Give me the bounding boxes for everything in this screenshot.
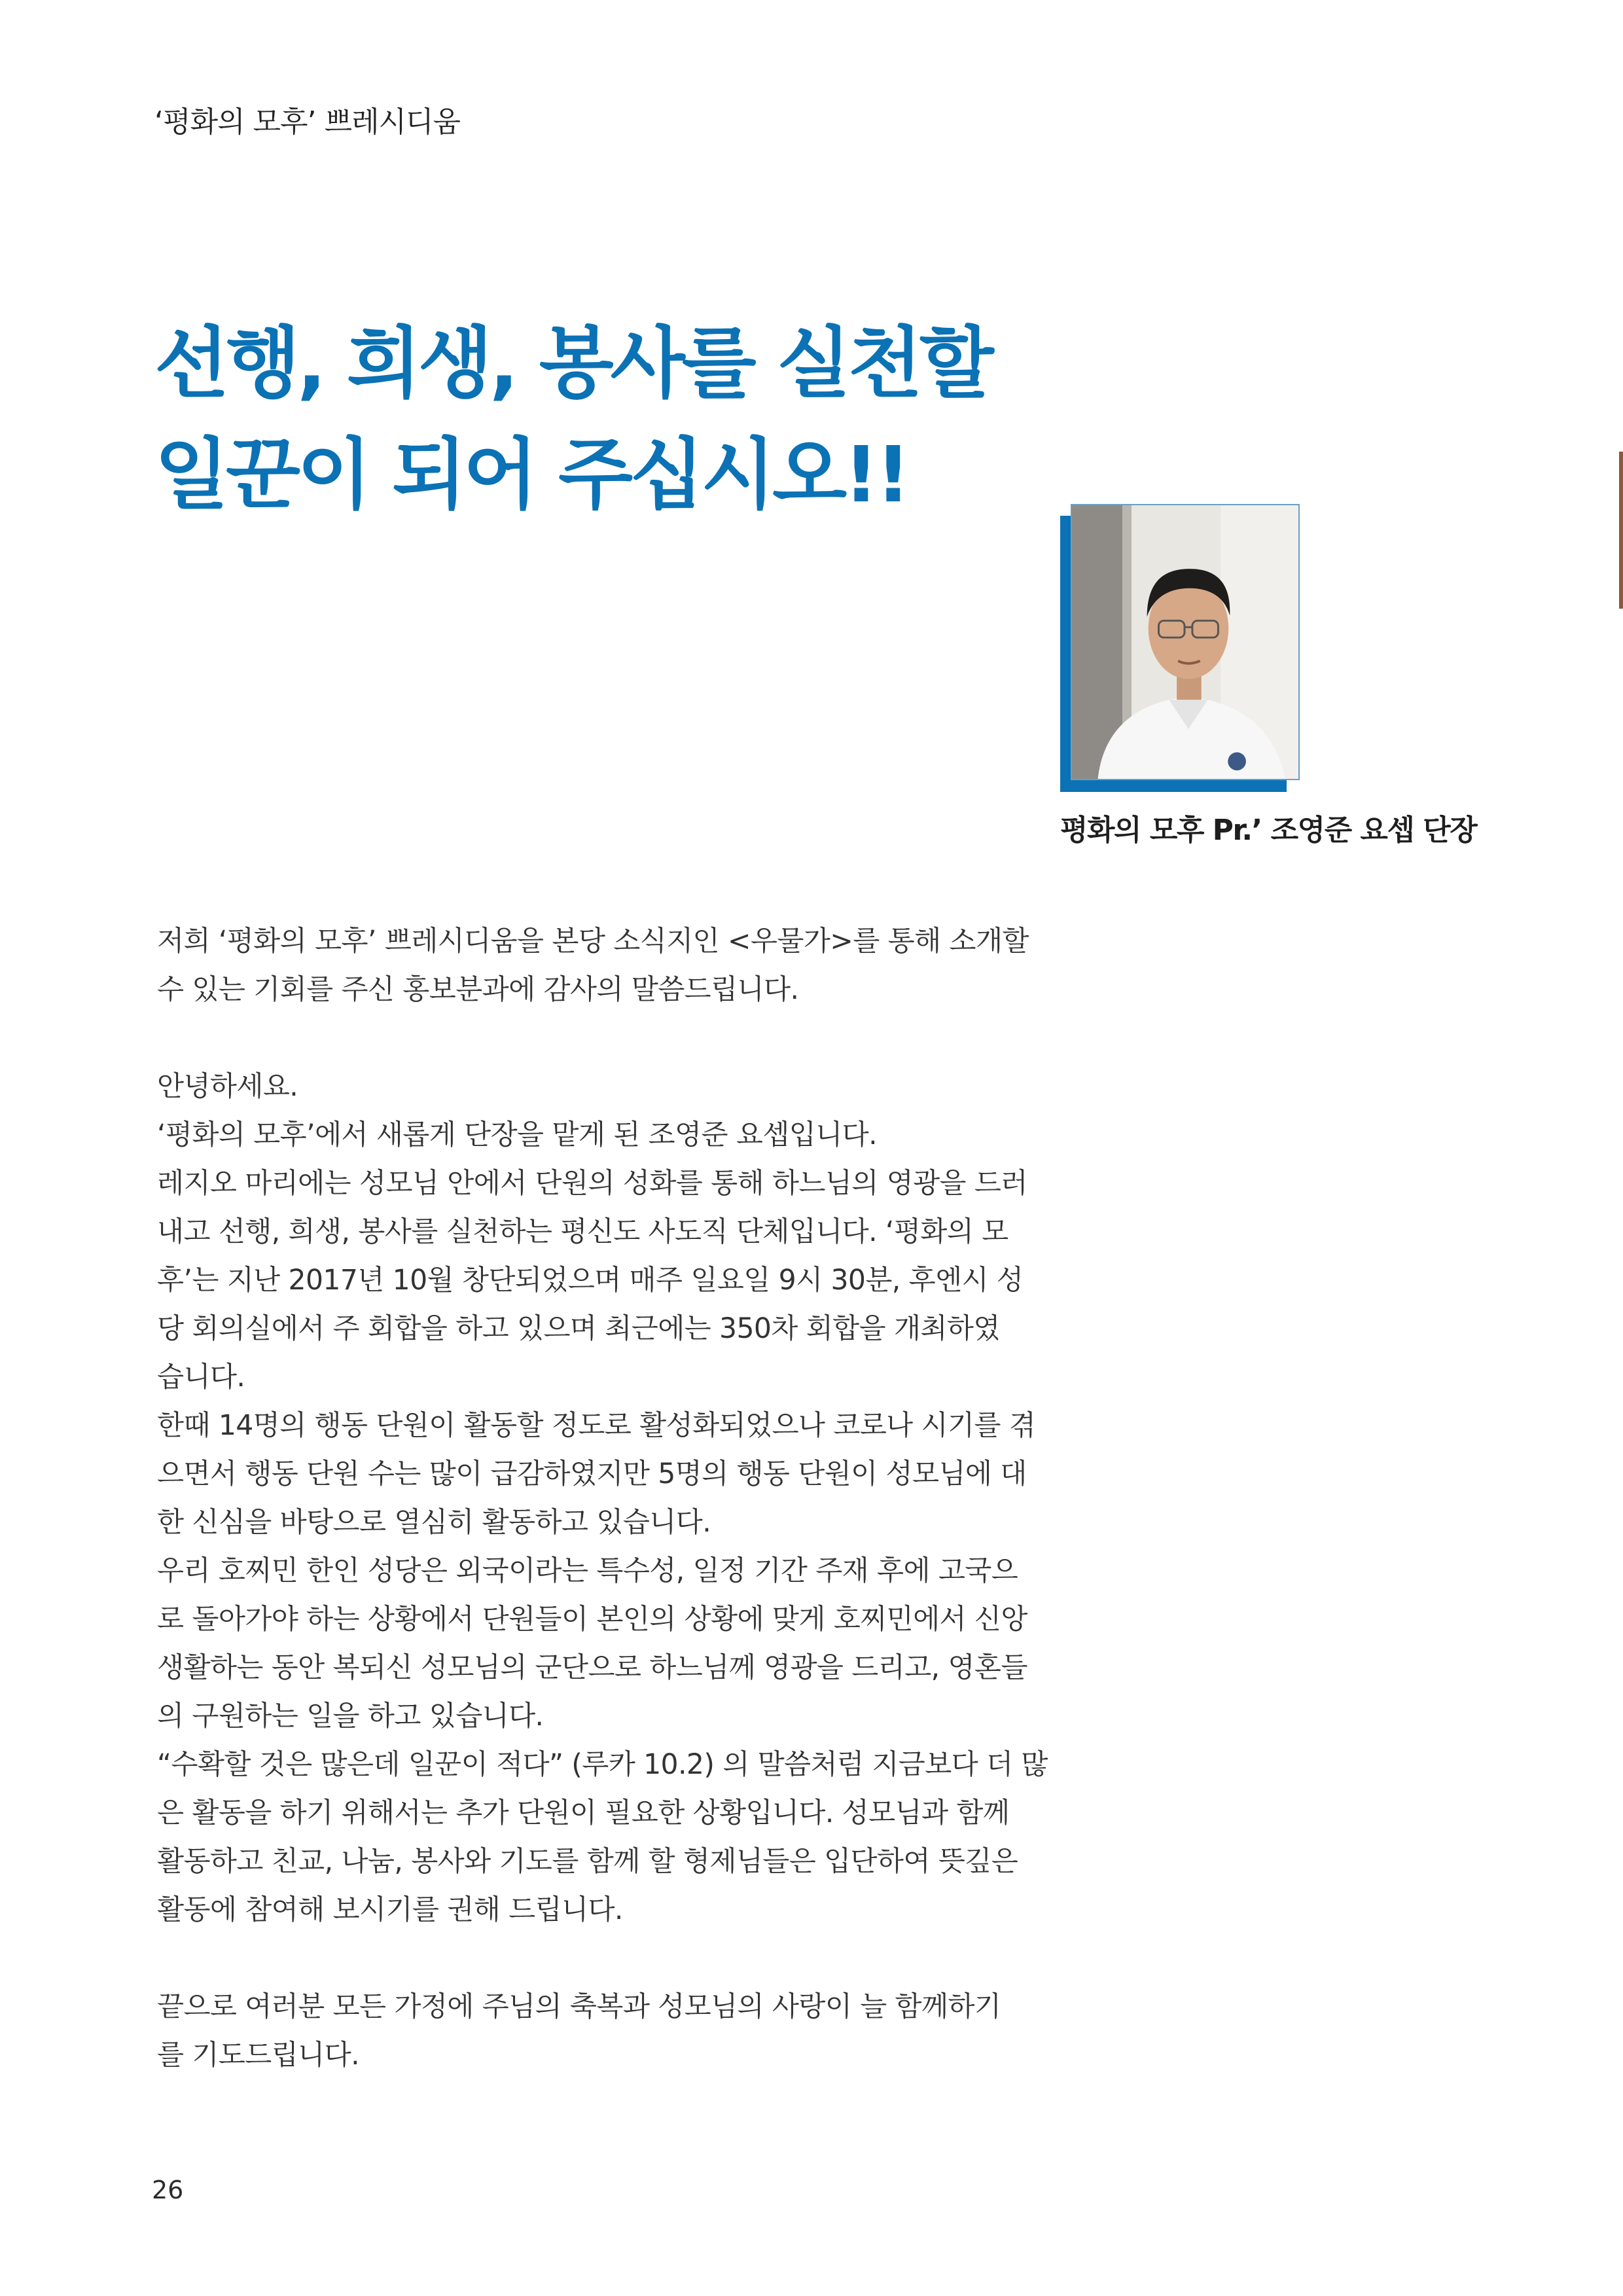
body-line: 의 구원하는 일을 하고 있습니다.	[157, 1700, 544, 1732]
body-line: 생활하는 동안 복되신 성모님의 군단으로 하느님께 영광을 드리고, 영혼들	[157, 1652, 1027, 1684]
portrait-illustration	[1072, 505, 1298, 779]
body-line: 으면서 행동 단원 수는 많이 급감하였지만 5명의 행동 단원이 성모님에 대	[157, 1458, 1027, 1490]
body-line: 끝으로 여러분 모든 가정에 주님의 축복과 성모님의 사랑이 늘 함께하기	[157, 1991, 1001, 2023]
body-line: 당 회의실에서 주 회합을 하고 있으며 최근에는 350차 회합을 개최하였	[157, 1313, 1000, 1345]
portrait-photo-block	[1060, 504, 1300, 792]
body-line: 로 돌아가야 하는 상황에서 단원들이 본인의 상황에 맞게 호찌민에서 신앙	[157, 1604, 1027, 1636]
body-paragraph	[157, 1983, 1027, 2080]
body-line: ‘평화의 모후’에서 새롭게 단장을 맡게 된 조영준 요셉입니다.	[157, 1119, 878, 1151]
body-line: 우리 호찌민 한인 성당은 외국이라는 특수성, 일정 기간 주재 후에 고국으	[157, 1555, 1018, 1587]
body-line: 활동에 참여해 보시기를 권해 드립니다.	[157, 1894, 623, 1926]
body-line: 안녕하세요.	[157, 1071, 298, 1103]
body-line: 저희 ‘평화의 모후’ 쁘레시디움을 본당 소식지인 <우물가>를 통해 소개할	[157, 925, 1029, 958]
body-line: 한때 14명의 행동 단원이 활동할 정도로 활성화되었으나 코로나 시기를 겪	[157, 1410, 1036, 1442]
body-line: 은 활동을 하기 위해서는 추가 단원이 필요한 상황입니다. 성모님과 함께	[157, 1797, 1010, 1829]
page-edge-mark	[1619, 452, 1623, 609]
body-line: 습니다.	[157, 1361, 245, 1393]
body-line: 후’는 지난 2017년 10월 창단되었으며 매주 일요일 9시 30분, 후엔시 성	[157, 1265, 1024, 1297]
body-paragraph	[157, 918, 1027, 1014]
body-line: 수 있는 기회를 주신 홍보분과에 감사의 말씀드립니다.	[157, 974, 799, 1006]
body-line: 레지오 마리에는 성모님 안에서 단원의 성화를 통해 하느님의 영광을 드러	[157, 1168, 1027, 1200]
body-line: 를 기도드립니다.	[157, 2039, 360, 2072]
page-number: 26	[152, 2176, 184, 2204]
article-title-line: 선행, 희생, 봉사를 실천할	[154, 318, 991, 408]
body-line: 활동하고 친교, 나눔, 봉사와 기도를 함께 할 형제님들은 입단하여 뜻깊은	[157, 1846, 1018, 1878]
body-line: 내고 선행, 희생, 봉사를 실천하는 평신도 사도직 단체입니다. ‘평화의 모	[157, 1216, 1008, 1248]
article-body	[157, 918, 1048, 2128]
body-paragraph	[157, 1063, 1048, 1935]
article-title	[154, 308, 1136, 530]
body-line: 한 신심을 바탕으로 열심히 활동하고 있습니다.	[157, 1507, 711, 1539]
article-title-line: 일꾼이 되어 주십시오!!	[154, 429, 908, 520]
body-line: “수확할 것은 많은데 일꾼이 적다” (루카 10.2) 의 말씀처럼 지금보다 더 많	[157, 1749, 1048, 1781]
section-label: ‘평화의 모후’ 쁘레시디움	[154, 105, 460, 139]
photo-caption: 평화의 모후 Pr.’ 조영준 요셉 단장	[1060, 814, 1477, 847]
portrait-photo	[1071, 504, 1300, 780]
